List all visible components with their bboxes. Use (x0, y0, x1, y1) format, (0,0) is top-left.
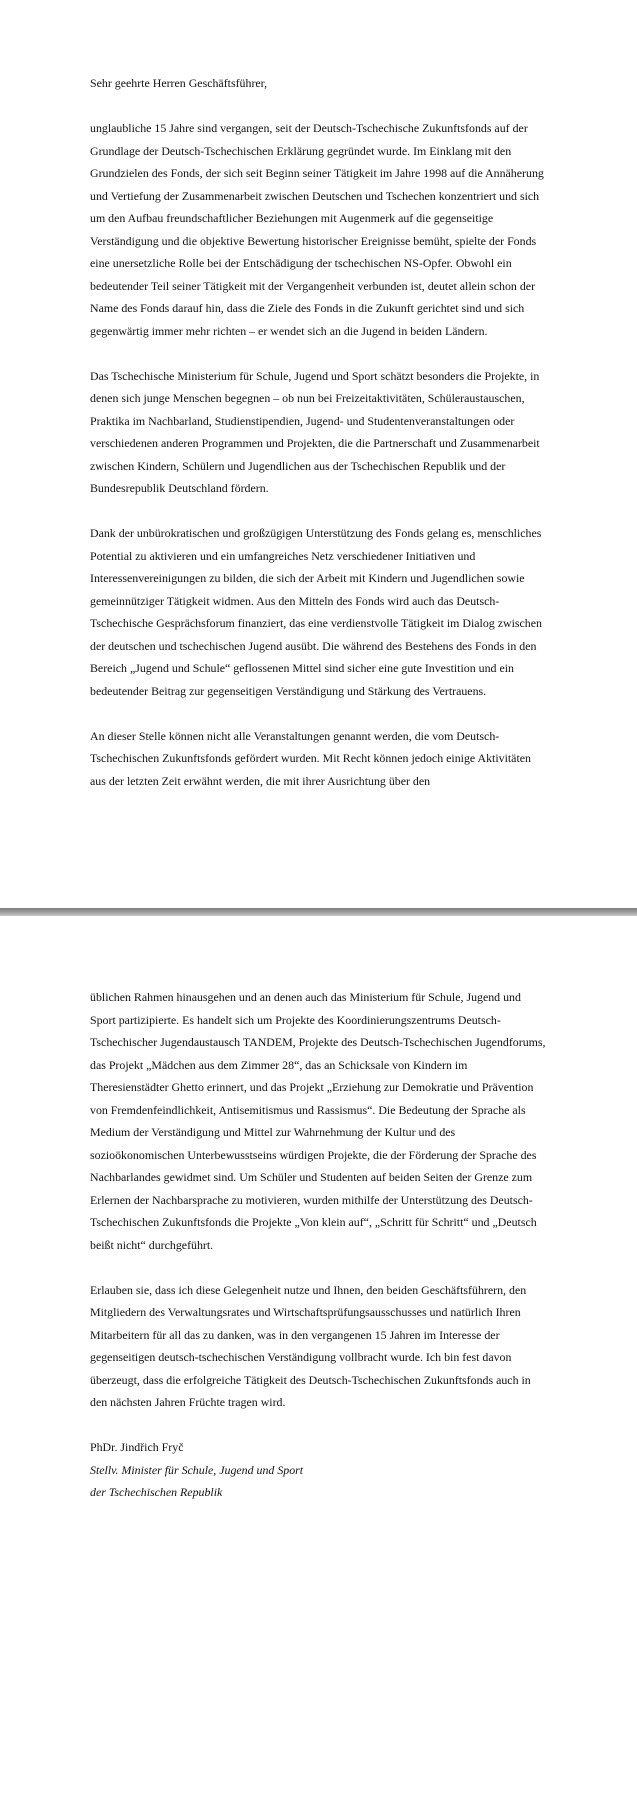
signature-block (90, 1436, 546, 1504)
paragraph-activities: An dieser Stelle können nicht alle Veranstaltungen genannt werden, die vom Deutsch-Tschechischen Zukunftsfonds gefördert wurden. Mit Recht können jedoch einige Aktivitäten aus der letzten Zeit erwähnt werden, die mit ihrer Ausrichtung über den (90, 728, 531, 788)
salutation: Sehr geehrte Herren Geschäftsführer, (90, 76, 268, 90)
page-2-text (90, 986, 546, 1504)
paragraph-projects: üblichen Rahmen hinausgehen und an denen auch das Ministerium für Schule, Jugend und Sport partizipierte. Es handelt sich um Projekte des Koordinierungszentrums Deutsch-Tschechischer Jugendaustausch TANDEM, Projekte des Deutsch-Tschechischen Jugendforums, das Projekt „Mädchen aus dem Zimmer 28“, das an Schicksale von Kindern im Theresienstädter Ghetto erinnert, und das Projekt „Erziehung zur Demokratie und Prävention von Fremdenfeindlichkeit, Antisemitismus und Rassismus“. Die Bedeutung der Sprache als Medium der Verständigung und Mittel zur Wahrnehmung der Kultur und des sozioökonomischen Unterbewusstseins würdigen Projekte, die der Förderung der Sprache des Nachbarlandes gewidmet sind. Um Schüler und Studenten auf beiden Seiten der Grenze zum Erlernen der Nachbarsprache zu motivieren, wurden mithilfe der Unterstützung des Deutsch-Tschechischen Zukunftsfonds die Projekte „Von klein auf“, „Schritt für Schritt“ und „Deutsch beißt nicht“ durchgeführt. (90, 990, 546, 1252)
page-separator (0, 908, 637, 916)
paragraph-thanks: Erlauben sie, dass ich diese Gelegenheit nutze und Ihnen, den beiden Geschäftsführern, den Mitgliedern des Verwaltungsrates und Wirtschaftsprüfungsausschusses und natürlich Ihren Mitarbeitern für all das zu danken, was in den vergangenen 15 Jahren im Interesse der gegenseitigen deutsch-tschechischen Verständigung vollbracht wurde. Ich bin fest davon überzeugt, dass die erfolgreiche Tätigkeit des Deutsch-Tschechischen Zukunftsfonds auch in den nächsten Jahren Früchte tragen wird. (90, 1282, 531, 1409)
paragraph-anniversary: unglaubliche 15 Jahre sind vergangen, seit der Deutsch-Tschechische Zukunftsfonds auf der Grundlage der Deutsch-Tschechischen Erklärung gegründet wurde. Im Einklang mit den Grundzielen des Fonds, der sich seit Beginn seiner Tätigkeit im Jahre 1998 auf die Annäherung und Vertiefung der Zusammenarbeit zwischen Deutschen und Tschechen konzentriert und sich um den Aufbau freundschaftlicher Beziehungen mit Augenmerk auf die gegenseitige Verständigung und die objektive Bewertung historischer Ereignisse bemüht, spielte der Fonds eine unersetzliche Rolle bei der Entschädigung der tschechischen NS-Opfer. Obwohl ein bedeutender Teil seiner Tätigkeit mit der Vergangenheit verbunden ist, deutet allein schon der Name des Fonds darauf hin, dass die Ziele des Fonds in die Zukunft gerichtet sind und sich gegenwärtig immer mehr richten – er wendet sich an die Jugend in beiden Ländern. (90, 121, 544, 338)
paragraph-support: Dank der unbürokratischen und großzügigen Unterstützung des Fonds gelang es, menschliches Potential zu aktivieren und ein umfangreiches Netz verschiedener Initiativen und Interessenvereinigungen zu bilden, die sich der Arbeit mit Kindern und Jugendlichen sowie gemeinnütziger Tätigkeit widmen. Aus den Mitteln des Fonds wird auch das Deutsch-Tschechische Gesprächsforum finanziert, das eine verdienstvolle Tätigkeit im Dialog zwischen der deutschen und tschechischen Jugend ausübt. Die während des Bestehens des Fonds in den Bereich „Jugend und Schule“ geflossenen Mittel sind sicher eine gute Investition und ein bedeutender Beitrag zur gegenseitigen Verständigung und Stärkung des Vertrauens. (90, 526, 542, 698)
signer-title-line-2: der Tschechischen Republik (90, 1485, 223, 1499)
paragraph-ministry: Das Tschechische Ministerium für Schule, Jugend und Sport schätzt besonders die Projekte, in denen sich junge Menschen begegnen – ob nun bei Freizeitaktivitäten, Schüleraustauschen, Praktika im Nachbarland, Studienstipendien, Jugend- und Studentenveranstaltungen oder verschiedenen anderen Programmen und Projekten, die die Partnerschaft und Zusammenarbeit zwischen Kindern, Schülern und Jugendlichen aus der Tschechischen Republik und der Bundesrepublik Deutschland fördern. (90, 368, 540, 495)
signer-title-line-1: Stellv. Minister für Schule, Jugend und Sport (90, 1462, 304, 1477)
page-1-text (90, 72, 546, 815)
document-page-2 (0, 916, 637, 1809)
signer-name: PhDr. Jindřich Fryč (90, 1440, 184, 1454)
